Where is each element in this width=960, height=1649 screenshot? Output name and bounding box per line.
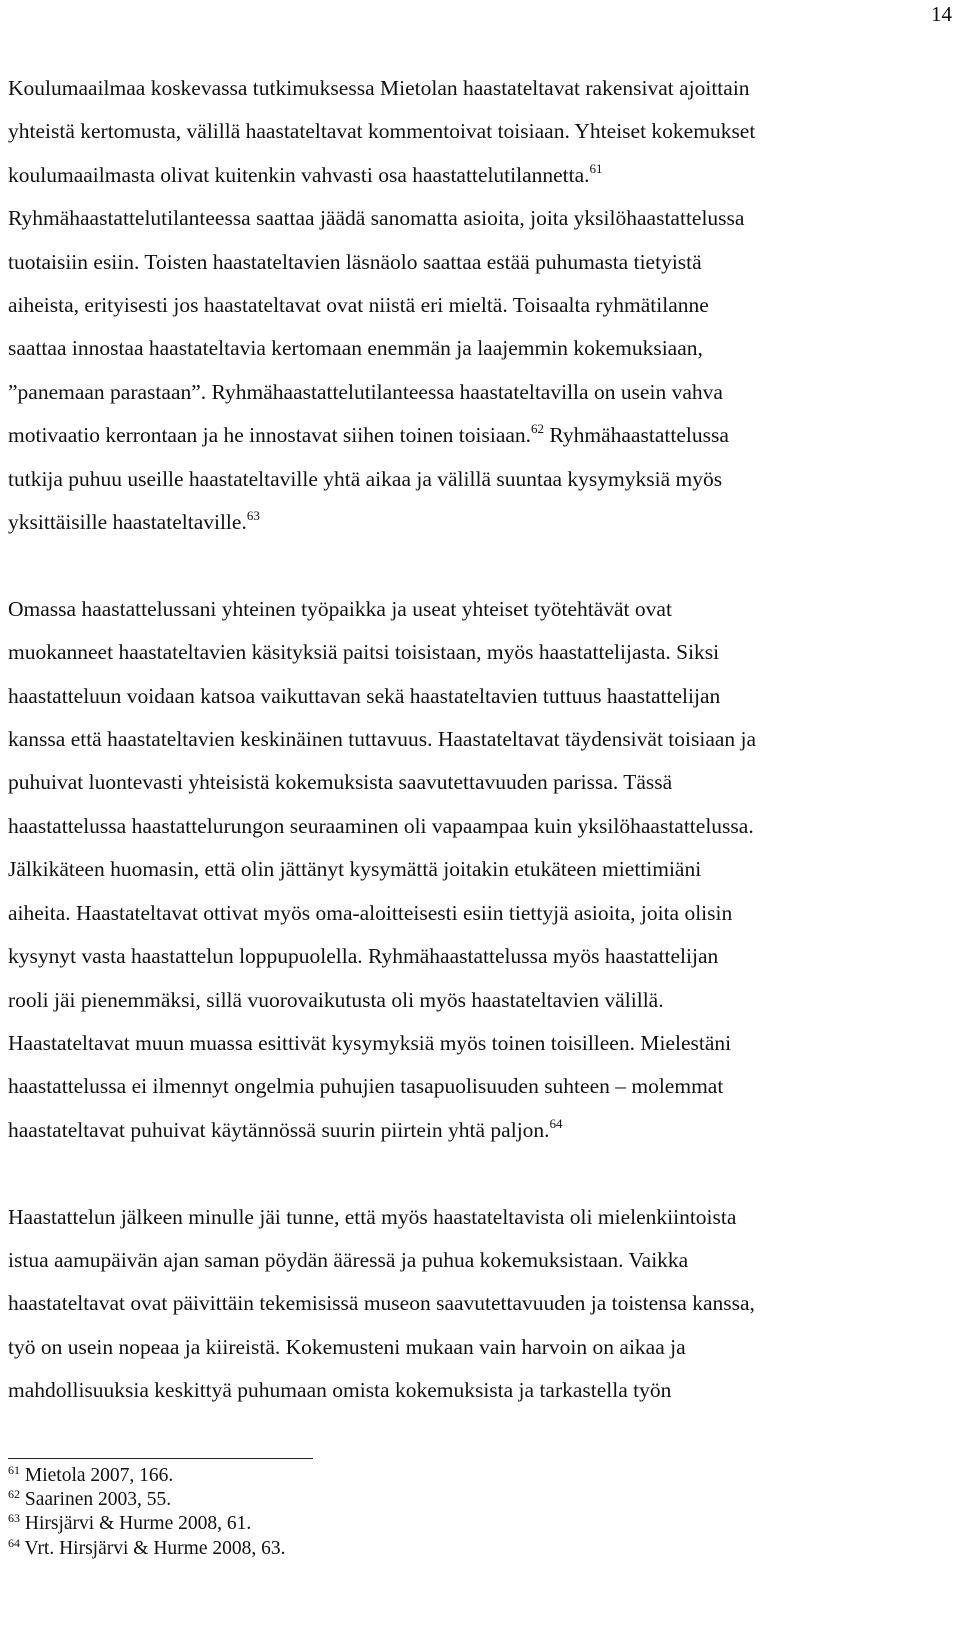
footnote-63 xyxy=(8,1512,908,1536)
text-line: istua aamupäivän ajan saman pöydän ääressä ja puhua kokemuksistaan. Vaikka xyxy=(8,1247,689,1272)
paragraph-1 xyxy=(8,67,948,544)
text-line: kanssa että haastateltavien keskinäinen tuttavuus. Haastateltavat täydensivät toisiaan ja xyxy=(8,727,757,752)
footnote-number: 61 xyxy=(8,1463,20,1477)
text-line: tutkija puhuu useille haastateltaville yhtä aikaa ja välillä suuntaa kysymyksiä myös xyxy=(8,466,723,491)
text-line: haastateltavat puhuivat käytännössä suurin piirtein yhtä paljon.$^{64}$ xyxy=(8,1115,563,1142)
footnote-text: Vrt. Hirsjärvi & Hurme 2008, 63. xyxy=(24,1537,286,1559)
footnote-text: Saarinen 2003, 55. xyxy=(24,1489,172,1511)
text-line: yksittäisille haastateltaville.$^{63}$ xyxy=(8,508,260,535)
text-line: motivaatio kerrontaan ja he innostavat siihen toinen toisiaan.$^{62}$ Ryhmähaastattelussa xyxy=(8,421,729,448)
text-line: Haastateltavat muun muassa esittivät kysymyksiä myös toinen toisilleen. Mielestäni xyxy=(8,1030,732,1055)
text-line: Ryhmähaastattelutilanteessa saattaa jäädä sanomatta asioita, joita yksilöhaastattelussa xyxy=(8,206,745,231)
paragraph-2 xyxy=(8,588,948,1152)
text-line: yhteistä kertomusta, välillä haastateltavat kommentoivat toisiaan. Yhteiset kokemukset xyxy=(8,119,756,144)
text-line: haastatteluun voidaan katsoa vaikuttavan sekä haastateltavien tuttuus haastattelijan xyxy=(8,683,721,708)
footnotes xyxy=(8,1464,908,1561)
text-line: aiheita. Haastateltavat ottivat myös oma-aloitteisesti esiin tiettyjä asioita, joita olisin xyxy=(8,900,733,925)
text-line: kysynyt vasta haastattelun loppupuolella. Ryhmähaastattelussa myös haastattelijan xyxy=(8,944,719,969)
footnote-text: Hirsjärvi & Hurme 2008, 61. xyxy=(24,1513,252,1535)
footnote-62 xyxy=(8,1488,908,1512)
footnote-ref-64: 64 xyxy=(549,1115,563,1131)
body-text xyxy=(8,67,948,1413)
text-line: tuotaisiin esiin. Toisten haastateltavien läsnäolo saattaa estää puhumasta tietyistä xyxy=(8,249,702,274)
footnote-text: Mietola 2007, 166. xyxy=(24,1465,174,1486)
footnote-ref-63: 63 xyxy=(246,508,260,524)
text-line: aiheista, erityisesti jos haastateltavat ovat niistä eri mieltä. Toisaalta ryhmätilanne xyxy=(8,293,709,318)
footnote-number: 64 xyxy=(8,1535,20,1550)
footnote-ref-62: 62 xyxy=(531,421,545,437)
footnote-ref-61: 61 xyxy=(589,160,603,176)
text-line: haastattelussa haastattelurungon seuraaminen oli vapaampaa kuin yksilöhaastattelussa. xyxy=(8,813,754,838)
text-line: mahdollisuuksia keskittyä puhumaan omista kokemuksista ja tarkastella työn xyxy=(8,1378,672,1403)
text-line: rooli jäi pienemmäksi, sillä vuorovaikutusta oli myös haastateltavien välillä. xyxy=(8,987,664,1012)
footnote-64 xyxy=(8,1537,908,1561)
text-line: Haastattelun jälkeen minulle jäi tunne, että myös haastateltavista oli mielenkiintoista xyxy=(8,1204,737,1229)
text-line: koulumaailmasta olivat kuitenkin vahvasti osa haastattelutilannetta.$^{61}$ xyxy=(8,160,603,187)
text-line: haastateltavat ovat päivittäin tekemisissä museon saavutettavuuden ja toistensa kanssa, xyxy=(8,1291,755,1316)
text-line: puhuivat luontevasti yhteisistä kokemuksista saavutettavuuden parissa. Tässä xyxy=(8,770,673,795)
paragraph-3 xyxy=(8,1196,948,1413)
footnote-61 xyxy=(8,1464,908,1488)
page-number: 14 xyxy=(931,2,952,26)
footnote-number: 62 xyxy=(8,1487,20,1502)
text-line: muokanneet haastateltavien käsityksiä paitsi toisistaan, myös haastattelijasta. Siksi xyxy=(8,640,720,665)
text-line: Omassa haastattelussani yhteinen työpaikka ja useat yhteiset työtehtävät ovat xyxy=(8,596,672,621)
text-line: ”panemaan parastaan”. Ryhmähaastattelutilanteessa haastateltavilla on usein vahva xyxy=(8,379,723,404)
footnote-separator xyxy=(8,1458,313,1459)
text-line: haastattelussa ei ilmennyt ongelmia puhujien tasapuolisuuden suhteen – molemmat xyxy=(8,1074,724,1099)
text-line: saattaa innostaa haastateltavia kertomaan enemmän ja laajemmin kokemuksiaan, xyxy=(8,336,703,361)
footnote-number: 63 xyxy=(8,1511,20,1526)
text-line: Jälkikäteen huomasin, että olin jättänyt kysymättä joitakin etukäteen miettimiäni xyxy=(8,857,702,882)
text-line: työ on usein nopeaa ja kiireistä. Kokemusteni mukaan vain harvoin on aikaa ja xyxy=(8,1334,686,1359)
text-line: Koulumaailmaa koskevassa tutkimuksessa Mietolan haastateltavat rakensivat ajoittain xyxy=(8,76,750,100)
